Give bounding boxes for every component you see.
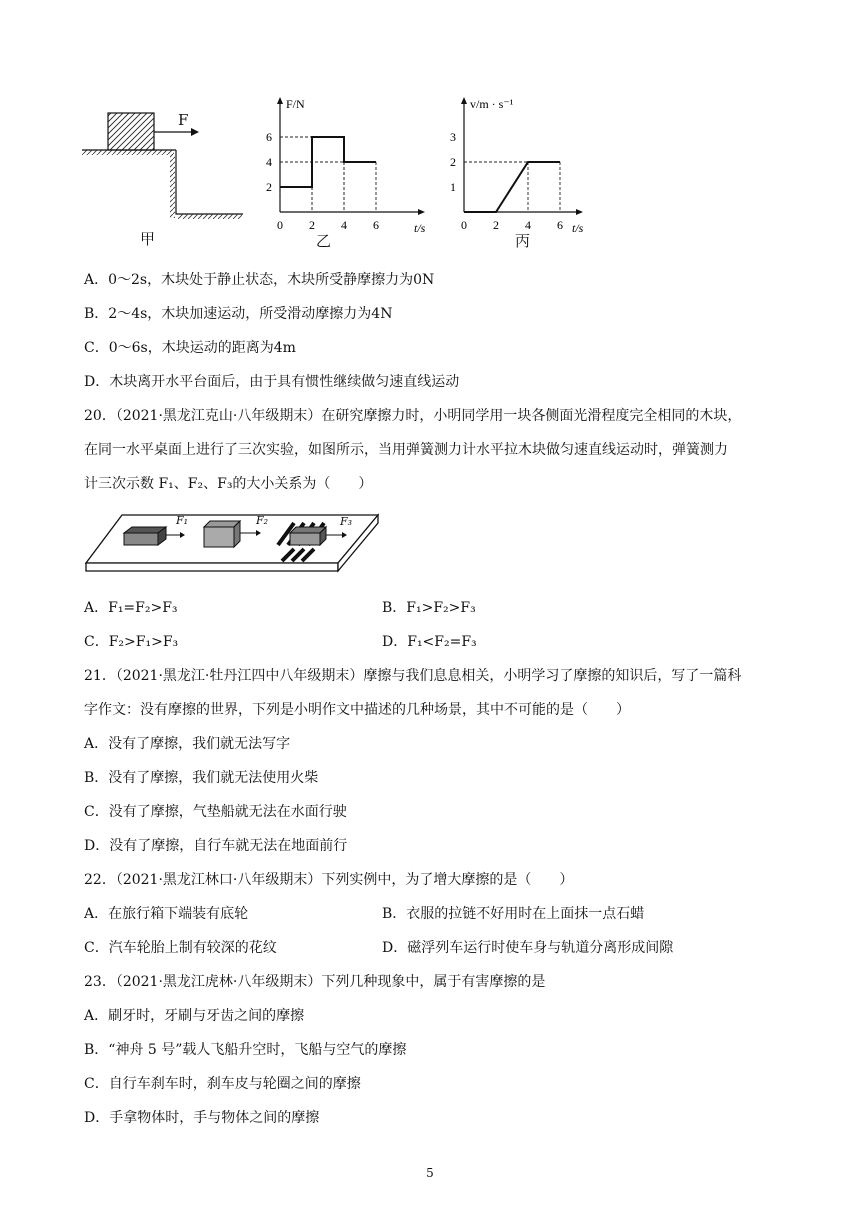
figure-friction-experiment [82, 505, 382, 585]
q20-option-a: A．F₁=F₂>F₃ [84, 600, 178, 616]
y-axis-arrow [461, 97, 467, 104]
x-axis-label: t/s [572, 221, 584, 235]
figure-jia-caption: 甲 [140, 230, 156, 248]
q23-option-b: B．“神舟 5 号”载人飞船升空时，飞船与空气的摩擦 [84, 1042, 407, 1058]
q19-option-c: C．0～6s，木块运动的距离为4m [84, 340, 296, 356]
y-tick-label: 4 [266, 155, 272, 169]
q22-stem-1: 22．（2021·黑龙江林口·八年级期末）下列实例中，为了增大摩擦的是（ ） [84, 872, 574, 888]
q20-stem-3: 计三次示数 F₁、F₂、F₃的大小关系为（ ） [84, 476, 373, 492]
x-tick-label: 0 [461, 218, 467, 232]
x-tick-label: 6 [373, 218, 379, 232]
y-axis-arrow [277, 97, 283, 104]
y-tick-label: 1 [450, 180, 456, 194]
q21-stem-2: 字作文：没有摩擦的世界，下列是小明作文中描述的几种场景，其中不可能的是（ ） [84, 702, 630, 718]
q21-option-a: A．没有了摩擦，我们就无法写字 [84, 736, 291, 752]
q21-stem-1: 21．（2021·黑龙江·牡丹江四中八年级期末）摩擦与我们息息相关，小明学习了摩擦的知识后，写了一篇科 [84, 668, 742, 684]
q19-option-a: A．0～2s，木块处于静止状态，木块所受静摩擦力为0N [84, 272, 435, 288]
x-axis-arrow [418, 209, 425, 215]
label-f2: F₂ [256, 514, 269, 527]
y-tick-label: 6 [266, 130, 272, 144]
chart-force-time [258, 94, 428, 244]
q20-stem-2: 在同一水平桌面上进行了三次实验，如图所示，当用弹簧测力计水平拉木块做匀速直线运动时，弹簧测力 [84, 442, 728, 458]
y-axis-label: F/N [286, 97, 305, 111]
x-tick-label: 6 [557, 218, 563, 232]
q20-option-c: C．F₂>F₁>F₃ [84, 634, 179, 650]
q21-option-c: C．没有了摩擦，气垫船就无法在水面行驶 [84, 804, 347, 820]
q20-option-d: D．F₁<F₂=F₃ [382, 634, 477, 650]
q23-stem-1: 23．（2021·黑龙江虎林·八年级期末）下列几种现象中，属于有害摩擦的是 [84, 974, 546, 990]
q21-option-b: B．没有了摩擦，我们就无法使用火柴 [84, 770, 319, 786]
q23-option-a: A．刷牙时，牙刷与牙齿之间的摩擦 [84, 1008, 305, 1024]
y-tick-label: 2 [266, 180, 272, 194]
q21-option-d: D．没有了摩擦，自行车就无法在地面前行 [84, 838, 348, 854]
page-number: 5 [426, 1166, 434, 1180]
x-tick-label: 0 [277, 218, 283, 232]
force-label: F [178, 111, 189, 129]
label-f3: F₃ [340, 515, 353, 528]
y-tick-label: 3 [450, 130, 456, 144]
chart-velocity-time [448, 94, 608, 244]
q22-option-c: C．汽车轮胎上制有较深的花纹 [84, 940, 277, 956]
q23-option-c: C．自行车刹车时，刹车皮与轮圈之间的摩擦 [84, 1076, 361, 1092]
x-tick-label: 4 [525, 218, 531, 232]
wood-block [108, 113, 154, 150]
q22-option-d: D．磁浮列车运行时使车身与轨道分离形成间隙 [382, 940, 674, 956]
q19-option-b: B．2～4s，木块加速运动，所受滑动摩擦力为4N [84, 306, 393, 322]
q23-option-d: D．手拿物体时，手与物体之间的摩擦 [84, 1110, 320, 1126]
x-axis-label: t/s [414, 221, 426, 235]
y-axis-label: v/m · s⁻¹ [470, 97, 514, 111]
q20-option-b: B．F₁>F₂>F₃ [382, 600, 476, 616]
x-axis-arrow [576, 209, 583, 215]
figure-bing-caption: 丙 [515, 232, 531, 250]
figure-yi-caption: 乙 [316, 232, 332, 250]
x-tick-label: 2 [309, 218, 315, 232]
x-tick-label: 2 [493, 218, 499, 232]
q22-option-b: B．衣服的拉链不好用时在上面抹一点石蜡 [382, 906, 645, 922]
q22-option-a: A．在旅行箱下端装有底轮 [84, 906, 249, 922]
label-f1: F₁ [176, 514, 189, 527]
y-tick-label: 2 [450, 155, 456, 169]
data-series-line [464, 162, 560, 212]
q20-stem-1: 20．（2021·黑龙江克山·八年级期末）在研究摩擦力时，小明同学用一块各侧面光滑程度完全相同的木块， [84, 408, 742, 424]
q19-option-d: D．木块离开水平台面后，由于具有惯性继续做匀速直线运动 [84, 374, 460, 390]
x-tick-label: 4 [341, 218, 347, 232]
figure-jia [78, 104, 248, 244]
